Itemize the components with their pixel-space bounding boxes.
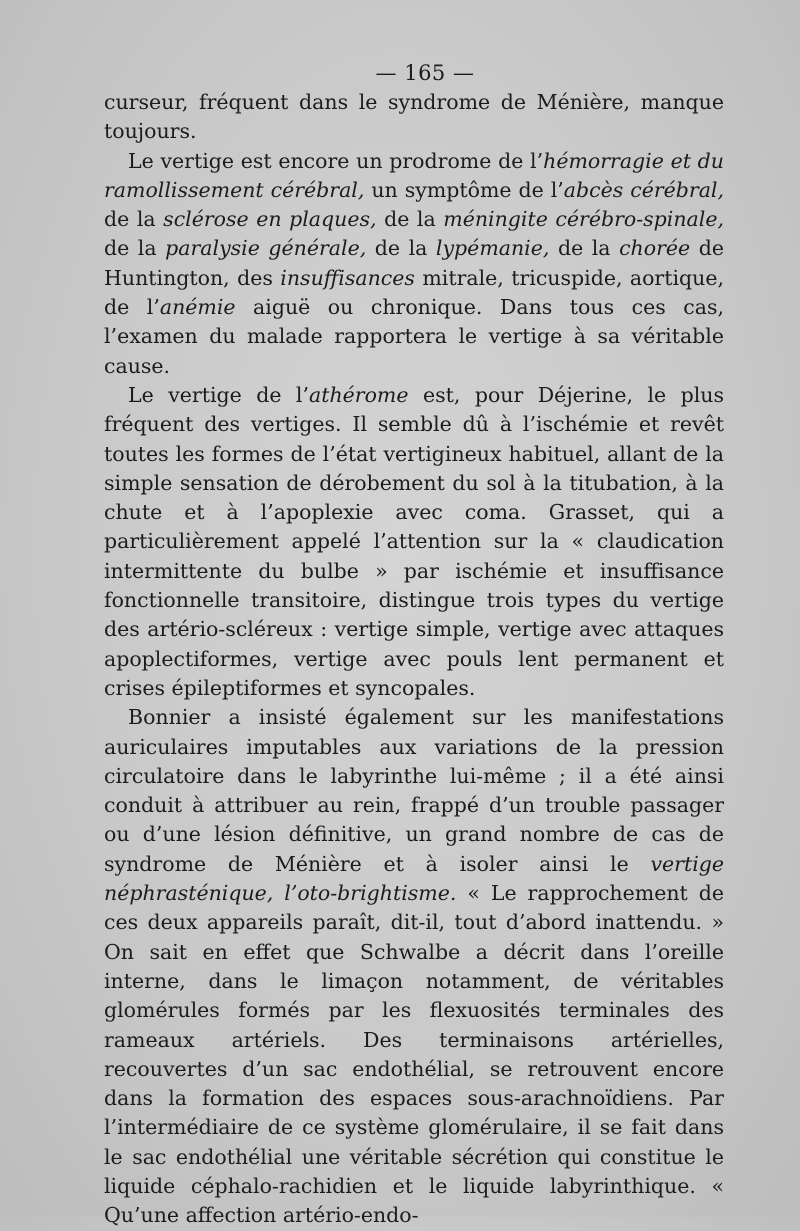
- text-run: mitrale, tricuspide, aortique, de l’: [104, 265, 725, 320]
- text-run: de la: [366, 236, 436, 261]
- italic-text-run: athérome: [309, 382, 409, 407]
- body-text: [104, 88, 724, 1231]
- book-page: [104, 58, 724, 1231]
- paragraph: [104, 147, 724, 381]
- italic-text-run: méningite cérébro-spinale,: [443, 207, 724, 232]
- text-run: de la: [376, 207, 444, 232]
- text-run: [273, 881, 284, 905]
- paragraph: [104, 381, 724, 703]
- text-run: « Le rapprochement de ces deux appareils paraît, dit-il, tout d’abord inattendu. » On sait en effet que Schwalbe a décrit dans l’oreille interne, dans le limaçon notamment, de véritables glomérules formés par les flexuosités terminales des rameaux artériels. Des terminaisons artérielles, recouvertes d’un sac endothélial, se retrouvent encore dans la formation des espaces sous-arachnoïdiens. Par l’intermédiaire de ce système glomérulaire, il se fait dans le sac endothélial une véritable sécrétion qui constitue le liquide céphalo-rachidien et le liquide labyrinthique. « Qu’une affection artério-endo-: [104, 881, 724, 1228]
- text-run: de la: [104, 207, 164, 232]
- page-number: — 165 —: [375, 61, 475, 85]
- italic-text-run: vertige néphrasténique,: [104, 851, 724, 906]
- text-run: aiguë ou chronique. Dans tous ces cas, l’examen du malade rapportera le vertige à sa véritable cause.: [104, 295, 725, 378]
- text-run: Le vertige de l’: [128, 382, 309, 407]
- italic-text-run: abcès cérébral,: [563, 177, 724, 202]
- italic-text-run: anémie: [159, 295, 236, 320]
- italic-text-run: chorée: [619, 236, 691, 261]
- italic-text-run: insuffisances: [280, 265, 415, 290]
- text-run: de la: [549, 236, 620, 261]
- italic-text-run: sclérose en plaques,: [163, 207, 377, 232]
- text-run: de la: [104, 236, 166, 261]
- text-run: un symptôme de l’: [364, 177, 564, 202]
- text-run: de Huntington, des: [104, 236, 724, 290]
- text-run: Le vertige est encore un prodrome de l’: [128, 148, 544, 173]
- text-run: Bonnier a insisté également sur les manifestations auriculaires imputables aux variations de la pression circulatoire dans le labyrinthe lui-même ; il a été ainsi conduit à attribuer au rein, frappé d’un trouble passager ou d’une lésion définitive, un grand nombre de cas de syndrome de Ménière et à isoler ainsi le: [104, 705, 724, 876]
- paragraph: [104, 703, 724, 1230]
- italic-text-run: paralysie générale,: [165, 236, 367, 261]
- text-run: curseur, fréquent dans le syndrome de Ménière, manque toujours.: [104, 90, 724, 144]
- italic-text-run: l’oto-brightisme.: [284, 881, 457, 906]
- italic-text-run: hémorragie et du ramollissement cérébral,: [104, 148, 724, 202]
- text-run: est, pour Déjerine, le plus fréquent des vertiges. Il semble dû à l’ischémie et revêt toutes les formes de l’état vertigineux habituel, allant de la simple sensation de dérobement du sol à la titubation, à la chute et à l’apoplexie avec coma. Grasset, qui a particulièrement appelé l’attention sur la « claudication intermittente du bulbe » par ischémie et insuffisance fonctionnelle transitoire, distingue trois types du vertige des artério-scléreux : vertige simple, vertige avec attaques apoplectiformes, vertige avec pouls lent permanent et crises épileptiformes et syncopales.: [104, 382, 725, 700]
- italic-text-run: lypémanie,: [435, 236, 550, 261]
- paragraph: [104, 88, 724, 147]
